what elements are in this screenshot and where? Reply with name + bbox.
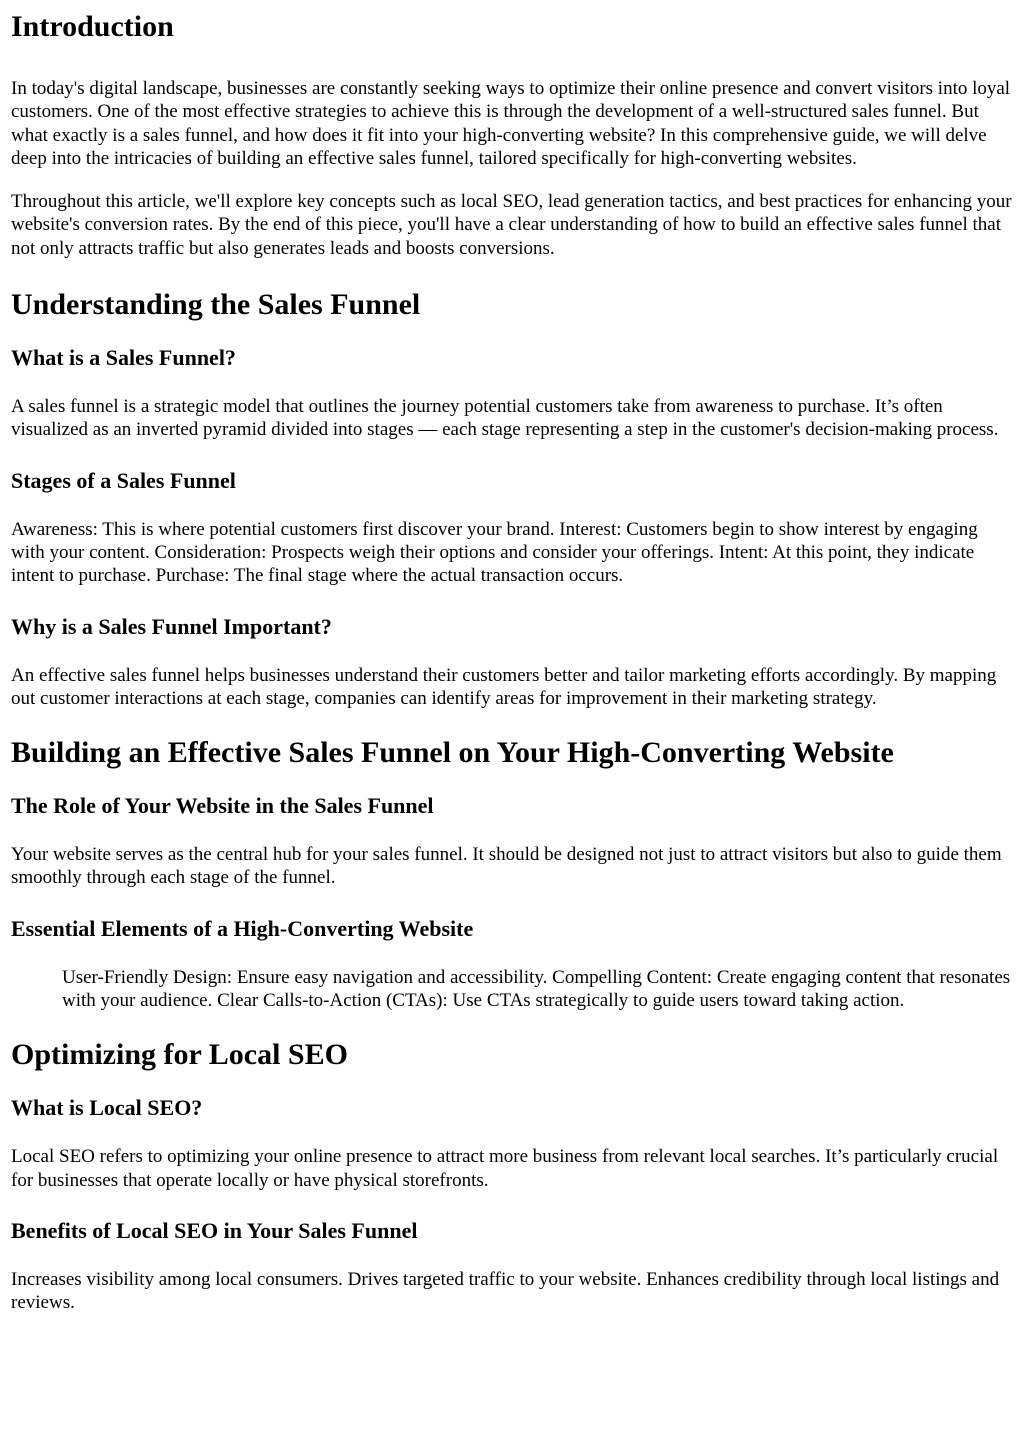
section-heading-understanding: Understanding the Sales Funnel [11,288,421,322]
intro-paragraph-1: In today's digital landscape, businesses are constantly seeking ways to optimize their online presence and convert visitors into loyal customers. One of the most effective strategies to achieve this is through the development of a well-structured sales funnel. But what exactly is a sales funnel, and how does it fit into your high-converting website? In this comprehensive guide, we will delve deep into the intricacies of building an effective sales funnel, tailored specifically for high-converting websites. [11,78,1011,169]
subheading-role-of-website: The Role of Your Website in the Sales Funnel [11,793,434,819]
essential-elements-text: User-Friendly Design: Ensure easy navigation and accessibility. Compelling Content: Create engaging content that resonates with your audience. Clear Calls-to-Action (CTAs): Use CTAs strategically to guide users toward taking action. [62,966,1011,1012]
section-heading-introduction: Introduction [11,10,174,43]
section-heading-building: Building an Effective Sales Funnel on Your High-Converting Website [11,736,894,770]
why-important-text: An effective sales funnel helps businesses understand their customers better and tailor marketing efforts accordingly. By mapping out customer interactions at each stage, companies can identify areas for improvement in their marketing strategy. [11,664,997,709]
intro-paragraph-2: Throughout this article, we'll explore key concepts such as local SEO, lead generation tactics, and best practices for enhancing your website's conversion rates. By the end of this piece, you'll have a clear understanding of how to build an effective sales funnel that not only attracts traffic but also generates leads and boosts conversions. [11,191,1012,259]
what-is-local-seo-text: Local SEO refers to optimizing your online presence to attract more business from relevant local searches. It’s particularly crucial for businesses that operate locally or have physical storefronts. [11,1146,999,1191]
subheading-what-is-local-seo: What is Local SEO? [11,1095,203,1121]
local-seo-benefits-text: Increases visibility among local consumers. Drives targeted traffic to your website. Enhances credibility through local listings and reviews. [11,1268,1000,1314]
what-is-sales-funnel-text: A sales funnel is a strategic model that outlines the journey potential customers take from awareness to purchase. It’s often visualized as an inverted pyramid divided into stages — each stage representing a step in the customer's decision-making process. [11,396,999,441]
subheading-what-is-sales-funnel: What is a Sales Funnel? [11,345,236,371]
subheading-why-important: Why is a Sales Funnel Important? [11,613,332,639]
stages-text: Awareness: This is where potential customers first discover your brand. Interest: Customers begin to show interest by engaging with your content. Consideration: Prospects weigh their options and consider your offerings. Intent: At this point, they indicate intent to purchase. Purchase: The final stage where the actual transaction occurs. [11,518,978,587]
section-heading-local-seo: Optimizing for Local SEO [11,1038,348,1072]
subheading-local-seo-benefits: Benefits of Local SEO in Your Sales Funnel [11,1217,418,1243]
subheading-essential-elements: Essential Elements of a High-Converting Website [11,915,474,941]
role-of-website-text: Your website serves as the central hub for your sales funnel. It should be designed not just to attract visitors but also to guide them smoothly through each stage of the funnel. [11,844,1002,889]
subheading-stages: Stages of a Sales Funnel [11,467,236,493]
